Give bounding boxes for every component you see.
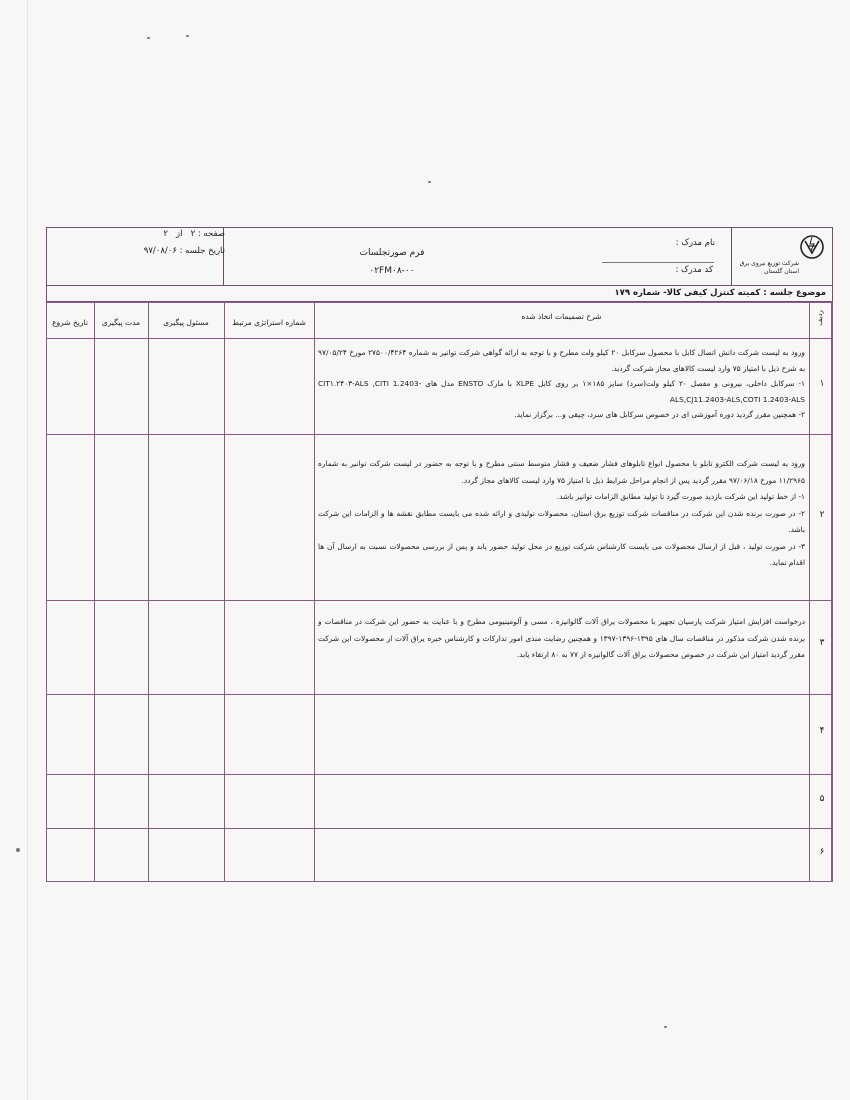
company-logo (731, 232, 833, 282)
document-name-line (602, 262, 714, 263)
document-code-label: کد مدرک : (675, 265, 713, 275)
page-margin-line (27, 0, 28, 1100)
decision-paragraph: ۲- در صورت برنده شدن این شرکت در مناقصات شرکت توزیع برق استان، محصولات تولیدی و ارائه شده می بایست مطابق نقشه ها و الزامات این شرکت باشد. (318, 508, 805, 534)
meeting-date-value: ۹۷/۰۸/۰۶ (143, 246, 177, 256)
decision-text (318, 345, 805, 423)
column-header-strategy: شماره استراتژی مرتبط (232, 318, 306, 327)
form-header (46, 227, 833, 286)
page-of: از (176, 229, 183, 239)
document-name-label: نام مدرک : (675, 238, 715, 248)
page-info (125, 229, 225, 239)
decision-paragraph: درخواست افزایش امتیاز شرکت پارسیان تجهیز با محصولات یراق آلات گالوانیزه ، مسی و آلومینیومی مطرح و با عنایت به حضور این شرکت در مناقصات و برنده شدن شرکت مذکور در مناقصات سال های ۱۳۹۵-۱۳۹۶-۱۳۹۷ و همچنین رضایت مندی امور تدارکات و کارشناس خبره یراق آلات از محصولات این شرکت مقرر گردید امتیاز این شرکت در خصوص محصولات یراق آلات گالوانیزه از ۷۷ به ۸۰ ارتقاء یابد. (318, 617, 805, 659)
form-title: فرم صورتجلسات (359, 248, 425, 258)
row-number: ۱ (819, 379, 825, 389)
column-header-duration: مدت پیگیری (101, 318, 141, 327)
table-rule (46, 434, 833, 435)
meeting-subject: موضوع جلسه : کمیته کنترل کیفی کالا- شماره ۱۷۹ (46, 285, 833, 302)
table-rule (46, 881, 833, 882)
decisions-table (46, 302, 833, 882)
table-rule (148, 302, 149, 882)
decision-paragraph: ۲- همچنین مقرر گردید دوره آموزشی ای در خصوص سرکابل های سرد، چیقی و... برگزار نماید. (514, 410, 805, 419)
column-header-start-date: تاریخ شروع (52, 318, 88, 327)
table-rule (94, 302, 95, 882)
meeting-date (125, 246, 225, 256)
row-number: ۶ (819, 847, 825, 857)
decision-text (318, 614, 805, 664)
table-rule (46, 774, 833, 775)
table-rule (314, 302, 315, 882)
scan-speck (186, 35, 189, 37)
table-rule (46, 694, 833, 695)
decision-paragraph: ۳- در صورت تولید ، قبل از ارسال محصولات می بایست کارشناس شرکت توزیع در محل تولید حضور یابد و پس از بررسی محصولات نسبت به ارسال آن ها اقدام نماید. (318, 541, 805, 567)
table-rule (46, 302, 833, 303)
meeting-date-label: تاریخ جلسه : (179, 246, 225, 256)
row-number: ۴ (819, 726, 825, 736)
page-label: صفحه : (197, 229, 225, 239)
scan-speck (16, 848, 20, 852)
table-rule (46, 828, 833, 829)
table-rule (46, 302, 47, 882)
row-number: ۵ (819, 794, 825, 804)
decision-paragraph: ۱- سرکابل داخلی، بیرونی و مفصل ۲۰ کیلو ولت(سرد) سایز ۱۸۵×۱ بر روی کابل XLPE با مارک ENSTO مدل های CIT۱.۲۴۰۳-ALS ,CITI 1.2403-ALS,CJ11.2403-ALS,COTI 1.2403-ALS (318, 379, 805, 404)
table-rule (224, 302, 225, 882)
page-total: ۲ (163, 229, 168, 239)
decision-paragraph: ورود به لیست شرکت الکترو تابلو با محصول انواع تابلوهای فشار ضعیف و فشار متوسط سنتی مطرح و با توجه به حضور در لیست شرکت توانیر به شماره ۱۱/۲۹۶۵ مورخ ۹۷/۰۶/۱۸ مقرر گردید پس از انجام مراحل شرایط ذیل با امتیاز ۷۵ وارد لیست کالاهای مجاز گردد. (318, 459, 805, 485)
table-rule (46, 600, 833, 601)
company-name: شرکت توزیع نیروی برق استان گلستان (739, 260, 799, 275)
decision-paragraph: ۱- از خط تولید این شرکت بازدید صورت گیرد تا تولید مطابق الزامات توانیر باشد. (556, 492, 805, 501)
power-company-logo-icon (799, 234, 825, 260)
column-header-decisions: شرح تصمیمات اتخاذ شده (521, 312, 602, 321)
scan-speck (664, 1026, 667, 1028)
table-rule (46, 338, 833, 339)
scan-speck (147, 37, 150, 39)
form-code: ۰۲FM۰۸-۰۰ (369, 266, 415, 276)
row-number: ۲ (819, 510, 825, 520)
scan-speck (428, 181, 431, 183)
page-current: ۲ (190, 229, 196, 239)
table-rule (809, 302, 810, 882)
column-header-row: ردیف (816, 310, 824, 326)
row-number: ۳ (819, 638, 825, 648)
decision-paragraph: ورود به لیست شرکت دانش اتصال کابل با محصول سرکابل ۲۰ کیلو ولت مطرح و با توجه به ارائه گواهی شرکت توانیر به شماره ۲۷۵۰۰/۴۲۶۴ مورخ ۹۷/۰۵/۲۴ به شرح ذیل با امتیاز ۷۵ وارد لیست کالاهای مجاز شرکت گردید. (318, 348, 805, 373)
column-header-owner: مسئول پیگیری (163, 318, 209, 327)
decision-text (318, 456, 805, 572)
